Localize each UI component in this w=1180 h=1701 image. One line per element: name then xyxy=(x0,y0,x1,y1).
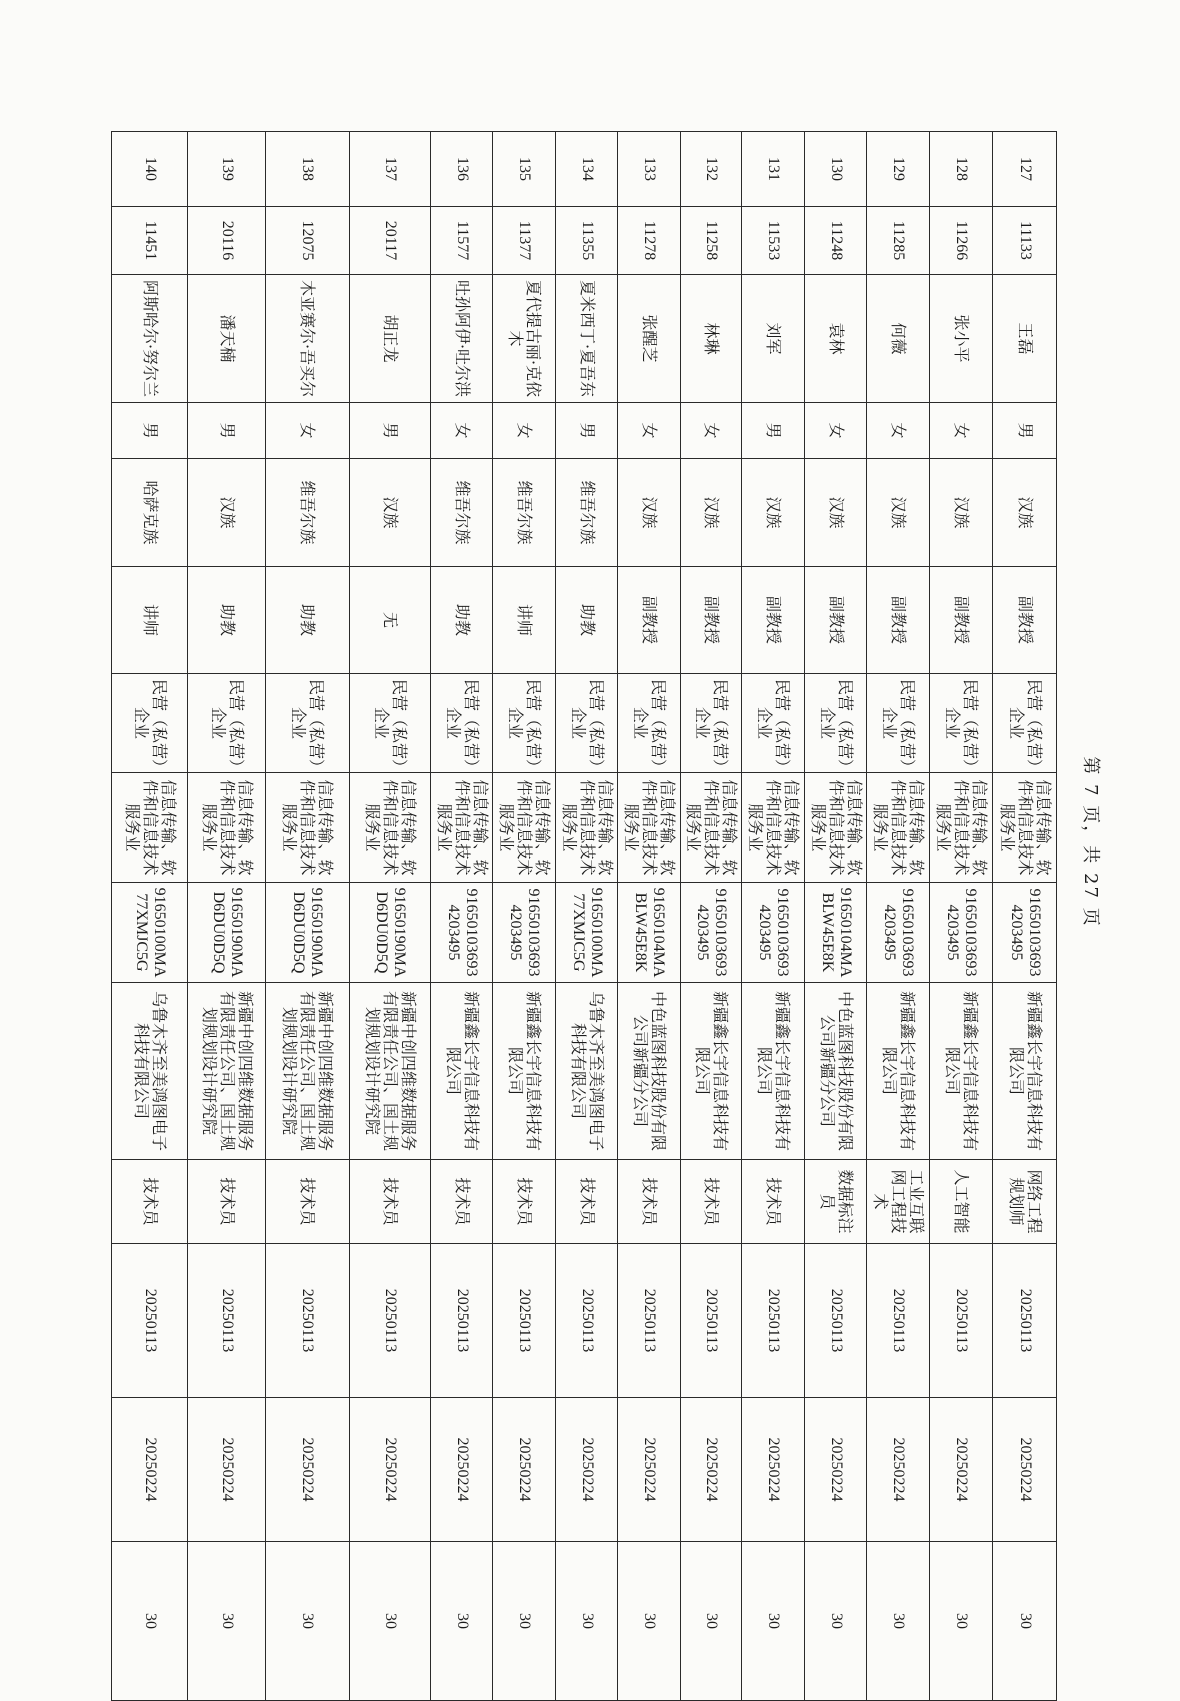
cell-days: 30 xyxy=(804,1542,867,1701)
cell-gender: 女 xyxy=(867,403,930,459)
cell-end: 20250224 xyxy=(112,1398,188,1542)
cell-position: 工业互联网工程技术 xyxy=(867,1160,930,1244)
table-row xyxy=(349,132,430,1701)
cell-ethnicity: 汉族 xyxy=(188,459,266,567)
cell-ownership: 民营（私营）企业 xyxy=(929,674,993,773)
cell-id: 20117 xyxy=(349,207,430,275)
cell-ethnicity: 汉族 xyxy=(742,459,805,567)
cell-credit-code: 916501036934203495 xyxy=(430,883,493,983)
cell-days: 30 xyxy=(188,1542,266,1701)
cell-end: 20250224 xyxy=(188,1398,266,1542)
cell-ownership: 民营（私营）企业 xyxy=(680,674,741,773)
cell-title: 副教授 xyxy=(929,567,993,674)
cell-start: 20250113 xyxy=(742,1244,805,1398)
cell-start: 20250113 xyxy=(929,1244,993,1398)
cell-name: 夏代提古丽·克依木 xyxy=(493,275,556,403)
cell-name: 王磊 xyxy=(993,275,1057,403)
cell-credit-code: 91650190MAD6DU0D5Q xyxy=(188,883,266,983)
cell-seq: 127 xyxy=(993,132,1057,207)
cell-ownership: 民营（私营）企业 xyxy=(742,674,805,773)
cell-end: 20250224 xyxy=(742,1398,805,1542)
cell-start: 20250113 xyxy=(804,1244,867,1398)
cell-industry: 信息传输、软件和信息技术服务业 xyxy=(867,773,930,883)
rotated-table-frame xyxy=(111,131,1057,1629)
cell-industry: 信息传输、软件和信息技术服务业 xyxy=(430,773,493,883)
cell-gender: 女 xyxy=(618,403,681,459)
table-row xyxy=(112,132,188,1701)
cell-start: 20250113 xyxy=(618,1244,681,1398)
cell-id: 11133 xyxy=(993,207,1057,275)
cell-gender: 男 xyxy=(112,403,188,459)
cell-position: 技术员 xyxy=(742,1160,805,1244)
cell-credit-code: 916501036934203495 xyxy=(493,883,556,983)
cell-company: 新疆中创四维数据服务有限责任公司、国土规划规划设计研究院 xyxy=(349,983,430,1160)
cell-gender: 女 xyxy=(804,403,867,459)
cell-seq: 133 xyxy=(618,132,681,207)
cell-industry: 信息传输、软件和信息技术服务业 xyxy=(618,773,681,883)
cell-title: 副教授 xyxy=(618,567,681,674)
cell-gender: 女 xyxy=(680,403,741,459)
cell-id: 11248 xyxy=(804,207,867,275)
cell-end: 20250224 xyxy=(493,1398,556,1542)
cell-gender: 女 xyxy=(430,403,493,459)
cell-industry: 信息传输、软件和信息技术服务业 xyxy=(929,773,993,883)
cell-start: 20250113 xyxy=(555,1244,618,1398)
table-row xyxy=(555,132,618,1701)
cell-start: 20250113 xyxy=(266,1244,349,1398)
cell-end: 20250224 xyxy=(618,1398,681,1542)
cell-title: 副教授 xyxy=(742,567,805,674)
table-row xyxy=(493,132,556,1701)
cell-id: 11285 xyxy=(867,207,930,275)
cell-id: 11258 xyxy=(680,207,741,275)
cell-credit-code: 91650190MAD6DU0D5Q xyxy=(266,883,349,983)
cell-days: 30 xyxy=(555,1542,618,1701)
cell-name: 阿斯哈尔·努尔兰 xyxy=(112,275,188,403)
cell-position: 技术员 xyxy=(618,1160,681,1244)
cell-id: 11533 xyxy=(742,207,805,275)
table-row xyxy=(993,132,1057,1701)
cell-id: 11451 xyxy=(112,207,188,275)
cell-ownership: 民营（私营）企业 xyxy=(349,674,430,773)
cell-end: 20250224 xyxy=(555,1398,618,1542)
cell-days: 30 xyxy=(266,1542,349,1701)
cell-ethnicity: 汉族 xyxy=(349,459,430,567)
cell-start: 20250113 xyxy=(680,1244,741,1398)
cell-ownership: 民营（私营）企业 xyxy=(555,674,618,773)
cell-name: 刘军 xyxy=(742,275,805,403)
cell-name: 胡正龙 xyxy=(349,275,430,403)
cell-id: 20116 xyxy=(188,207,266,275)
cell-gender: 男 xyxy=(742,403,805,459)
cell-name: 张小平 xyxy=(929,275,993,403)
cell-gender: 女 xyxy=(929,403,993,459)
cell-start: 20250113 xyxy=(867,1244,930,1398)
cell-position: 技术员 xyxy=(493,1160,556,1244)
cell-ownership: 民营（私营）企业 xyxy=(993,674,1057,773)
cell-industry: 信息传输、软件和信息技术服务业 xyxy=(993,773,1057,883)
cell-gender: 男 xyxy=(349,403,430,459)
personnel-table xyxy=(111,131,1057,1701)
cell-ownership: 民营（私营）企业 xyxy=(618,674,681,773)
cell-id: 11377 xyxy=(493,207,556,275)
cell-title: 助教 xyxy=(188,567,266,674)
cell-days: 30 xyxy=(993,1542,1057,1701)
cell-days: 30 xyxy=(618,1542,681,1701)
cell-ownership: 民营（私营）企业 xyxy=(266,674,349,773)
cell-name: 何薇 xyxy=(867,275,930,403)
cell-ownership: 民营（私营）企业 xyxy=(430,674,493,773)
cell-name: 吐孙阿伊·吐尔洪 xyxy=(430,275,493,403)
cell-industry: 信息传输、软件和信息技术服务业 xyxy=(555,773,618,883)
table-row xyxy=(266,132,349,1701)
cell-industry: 信息传输、软件和信息技术服务业 xyxy=(266,773,349,883)
cell-gender: 男 xyxy=(555,403,618,459)
cell-company: 新疆鑫长宇信息科技有限公司 xyxy=(742,983,805,1160)
table-row xyxy=(804,132,867,1701)
cell-title: 讲师 xyxy=(112,567,188,674)
cell-ownership: 民营（私营）企业 xyxy=(188,674,266,773)
cell-company: 新疆中创四维数据服务有限责任公司、国土规划规划设计研究院 xyxy=(266,983,349,1160)
cell-days: 30 xyxy=(349,1542,430,1701)
cell-end: 20250224 xyxy=(430,1398,493,1542)
cell-position: 技术员 xyxy=(680,1160,741,1244)
cell-ethnicity: 汉族 xyxy=(867,459,930,567)
cell-company: 新疆鑫长宇信息科技有限公司 xyxy=(680,983,741,1160)
cell-industry: 信息传输、软件和信息技术服务业 xyxy=(349,773,430,883)
cell-seq: 137 xyxy=(349,132,430,207)
cell-company: 新疆中创四维数据服务有限责任公司、国土规划规划设计研究院 xyxy=(188,983,266,1160)
cell-seq: 140 xyxy=(112,132,188,207)
cell-ownership: 民营（私营）企业 xyxy=(493,674,556,773)
cell-industry: 信息传输、软件和信息技术服务业 xyxy=(804,773,867,883)
cell-seq: 135 xyxy=(493,132,556,207)
cell-gender: 男 xyxy=(188,403,266,459)
cell-company: 新疆鑫长宇信息科技有限公司 xyxy=(993,983,1057,1160)
cell-credit-code: 91650104MABLW45E8K xyxy=(804,883,867,983)
cell-days: 30 xyxy=(430,1542,493,1701)
cell-ethnicity: 汉族 xyxy=(618,459,681,567)
cell-seq: 139 xyxy=(188,132,266,207)
cell-end: 20250224 xyxy=(266,1398,349,1542)
cell-title: 助教 xyxy=(266,567,349,674)
cell-position: 人工智能 xyxy=(929,1160,993,1244)
cell-industry: 信息传输、软件和信息技术服务业 xyxy=(493,773,556,883)
cell-start: 20250113 xyxy=(993,1244,1057,1398)
cell-credit-code: 916501036934203495 xyxy=(929,883,993,983)
cell-start: 20250113 xyxy=(112,1244,188,1398)
cell-ethnicity: 维吾尔族 xyxy=(430,459,493,567)
cell-ownership: 民营（私营）企业 xyxy=(112,674,188,773)
cell-start: 20250113 xyxy=(430,1244,493,1398)
cell-seq: 138 xyxy=(266,132,349,207)
table-row xyxy=(188,132,266,1701)
cell-ownership: 民营（私营）企业 xyxy=(804,674,867,773)
cell-seq: 130 xyxy=(804,132,867,207)
cell-end: 20250224 xyxy=(867,1398,930,1542)
cell-title: 讲师 xyxy=(493,567,556,674)
cell-id: 11355 xyxy=(555,207,618,275)
cell-name: 林琳 xyxy=(680,275,741,403)
cell-start: 20250113 xyxy=(493,1244,556,1398)
cell-seq: 131 xyxy=(742,132,805,207)
cell-start: 20250113 xyxy=(188,1244,266,1398)
cell-seq: 134 xyxy=(555,132,618,207)
cell-title: 副教授 xyxy=(804,567,867,674)
cell-credit-code: 916501036934203495 xyxy=(680,883,741,983)
cell-id: 11577 xyxy=(430,207,493,275)
cell-title: 无 xyxy=(349,567,430,674)
cell-days: 30 xyxy=(493,1542,556,1701)
cell-days: 30 xyxy=(112,1542,188,1701)
cell-days: 30 xyxy=(929,1542,993,1701)
cell-company: 新疆鑫长宇信息科技有限公司 xyxy=(493,983,556,1160)
cell-id: 11278 xyxy=(618,207,681,275)
cell-credit-code: 91650100MA77XMJC5G xyxy=(555,883,618,983)
cell-company: 乌鲁木齐至美鸿图电子科技有限公司 xyxy=(555,983,618,1160)
cell-name: 木亚赛尔·吾买尔 xyxy=(266,275,349,403)
cell-position: 技术员 xyxy=(430,1160,493,1244)
cell-position: 技术员 xyxy=(188,1160,266,1244)
cell-position: 技术员 xyxy=(555,1160,618,1244)
cell-title: 副教授 xyxy=(993,567,1057,674)
cell-position: 技术员 xyxy=(112,1160,188,1244)
table-row xyxy=(430,132,493,1701)
cell-name: 潘天楠 xyxy=(188,275,266,403)
cell-seq: 136 xyxy=(430,132,493,207)
cell-ethnicity: 汉族 xyxy=(929,459,993,567)
cell-company: 中色蓝图科技股份有限公司新疆分公司 xyxy=(804,983,867,1160)
cell-industry: 信息传输、软件和信息技术服务业 xyxy=(742,773,805,883)
cell-name: 袁林 xyxy=(804,275,867,403)
cell-end: 20250224 xyxy=(680,1398,741,1542)
cell-credit-code: 916501036934203495 xyxy=(993,883,1057,983)
cell-name: 张醒芝 xyxy=(618,275,681,403)
cell-title: 副教授 xyxy=(867,567,930,674)
cell-ethnicity: 维吾尔族 xyxy=(555,459,618,567)
table-row xyxy=(680,132,741,1701)
cell-id: 12075 xyxy=(266,207,349,275)
cell-ownership: 民营（私营）企业 xyxy=(867,674,930,773)
cell-end: 20250224 xyxy=(993,1398,1057,1542)
cell-credit-code: 916501036934203495 xyxy=(867,883,930,983)
cell-company: 新疆鑫长宇信息科技有限公司 xyxy=(430,983,493,1160)
cell-company: 新疆鑫长宇信息科技有限公司 xyxy=(929,983,993,1160)
cell-name: 夏米西丁·夏吾东 xyxy=(555,275,618,403)
table-row xyxy=(867,132,930,1701)
cell-end: 20250224 xyxy=(349,1398,430,1542)
cell-days: 30 xyxy=(742,1542,805,1701)
cell-start: 20250113 xyxy=(349,1244,430,1398)
cell-ethnicity: 维吾尔族 xyxy=(493,459,556,567)
cell-end: 20250224 xyxy=(929,1398,993,1542)
cell-gender: 女 xyxy=(266,403,349,459)
cell-ethnicity: 汉族 xyxy=(993,459,1057,567)
cell-seq: 132 xyxy=(680,132,741,207)
cell-title: 助教 xyxy=(555,567,618,674)
cell-position: 数据标注员 xyxy=(804,1160,867,1244)
cell-end: 20250224 xyxy=(804,1398,867,1542)
cell-company: 新疆鑫长宇信息科技有限公司 xyxy=(867,983,930,1160)
cell-days: 30 xyxy=(867,1542,930,1701)
cell-position: 技术员 xyxy=(266,1160,349,1244)
cell-industry: 信息传输、软件和信息技术服务业 xyxy=(680,773,741,883)
cell-industry: 信息传输、软件和信息技术服务业 xyxy=(112,773,188,883)
cell-credit-code: 916501036934203495 xyxy=(742,883,805,983)
page-number: 第 7 页，共 27 页 xyxy=(1080,756,1101,928)
cell-position: 网络工程规划师 xyxy=(993,1160,1057,1244)
cell-ethnicity: 汉族 xyxy=(804,459,867,567)
cell-gender: 男 xyxy=(993,403,1057,459)
cell-seq: 129 xyxy=(867,132,930,207)
table-row xyxy=(929,132,993,1701)
cell-seq: 128 xyxy=(929,132,993,207)
cell-days: 30 xyxy=(680,1542,741,1701)
cell-position: 技术员 xyxy=(349,1160,430,1244)
table-row xyxy=(618,132,681,1701)
table-row xyxy=(742,132,805,1701)
cell-ethnicity: 汉族 xyxy=(680,459,741,567)
cell-industry: 信息传输、软件和信息技术服务业 xyxy=(188,773,266,883)
cell-company: 乌鲁木齐至美鸿图电子科技有限公司 xyxy=(112,983,188,1160)
cell-credit-code: 91650104MABLW45E8K xyxy=(618,883,681,983)
cell-credit-code: 91650100MA77XMJC5G xyxy=(112,883,188,983)
cell-credit-code: 91650190MAD6DU0D5Q xyxy=(349,883,430,983)
cell-gender: 女 xyxy=(493,403,556,459)
cell-id: 11266 xyxy=(929,207,993,275)
cell-ethnicity: 维吾尔族 xyxy=(266,459,349,567)
cell-title: 副教授 xyxy=(680,567,741,674)
cell-ethnicity: 哈萨克族 xyxy=(112,459,188,567)
cell-company: 中色蓝图科技股份有限公司新疆分公司 xyxy=(618,983,681,1160)
cell-title: 助教 xyxy=(430,567,493,674)
